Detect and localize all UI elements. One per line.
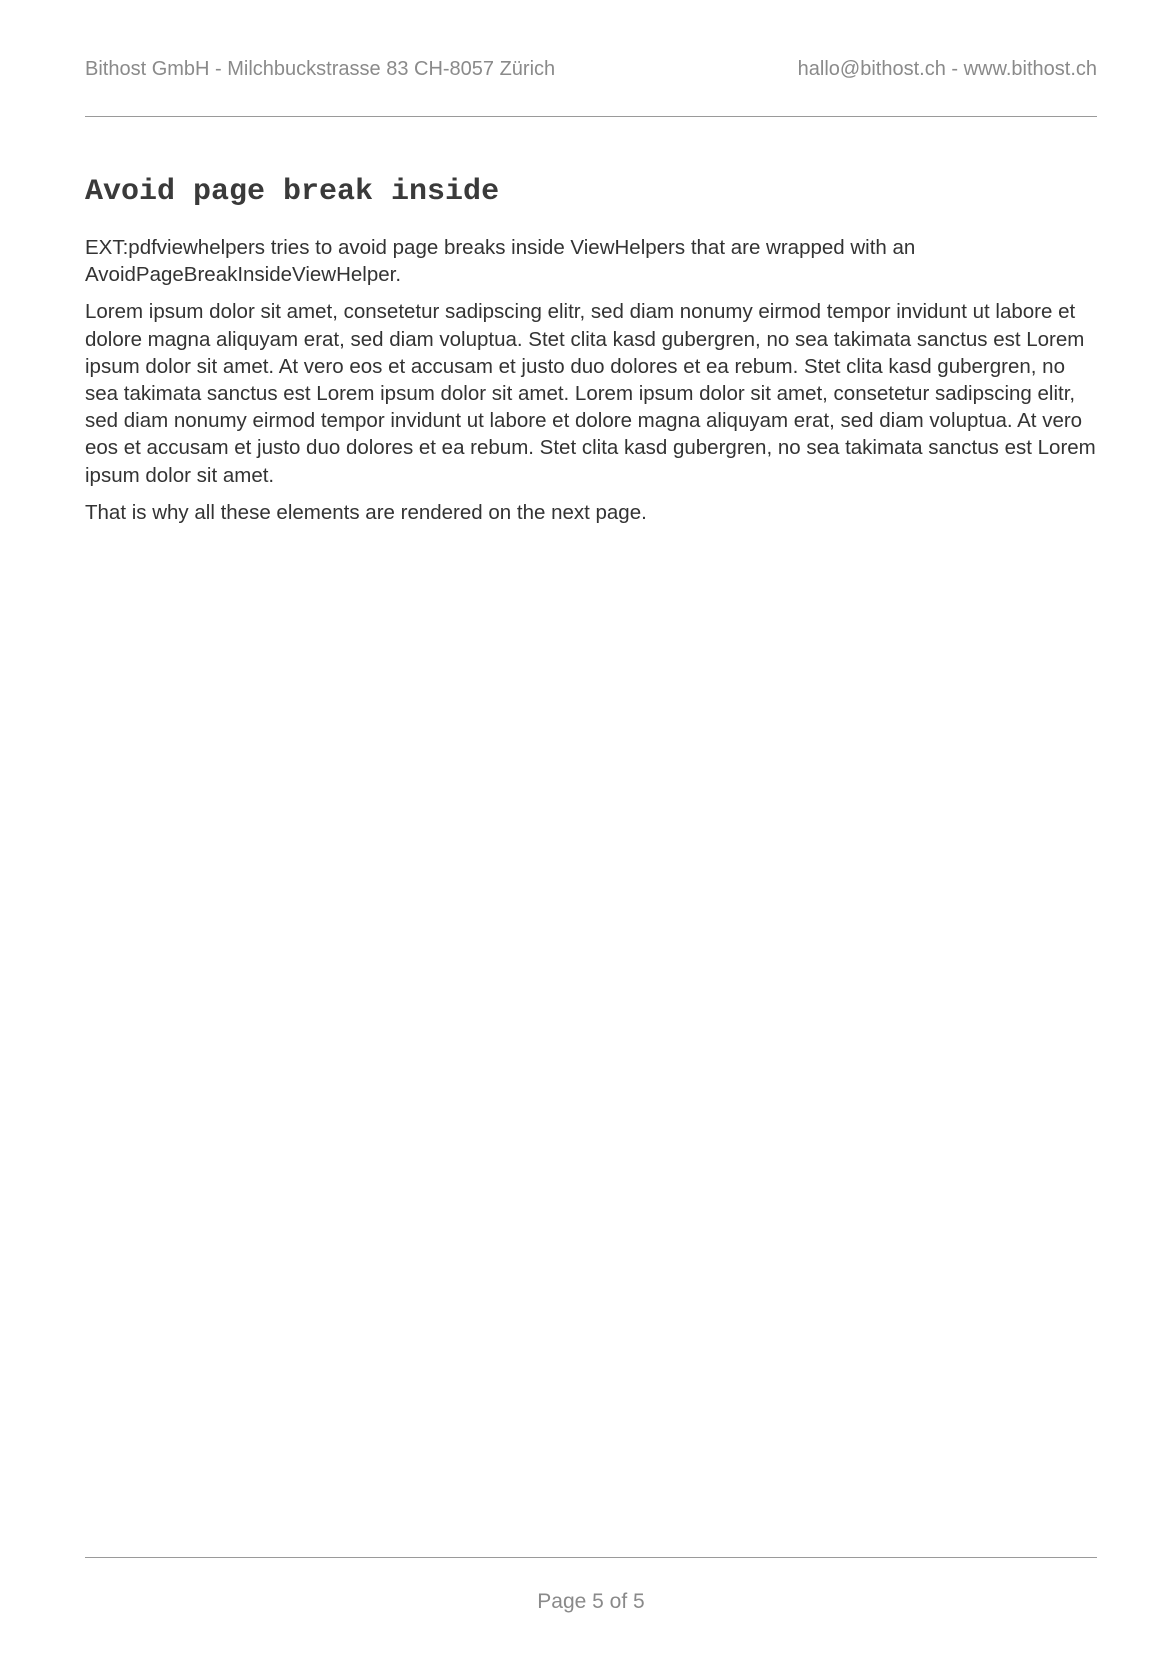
- section-heading: Avoid page break inside: [85, 175, 500, 209]
- header-divider: [85, 116, 1097, 117]
- company-address: Bithost GmbH - Milchbuckstrasse 83 CH-8057 Zürich: [85, 58, 556, 80]
- footer-divider: [85, 1557, 1097, 1558]
- lorem-paragraph: Lorem ipsum dolor sit amet, consetetur sadipscing elitr, sed diam nonumy eirmod tempor invidunt ut labore et dolore magna aliquyam erat, sed diam voluptua. Stet clita kasd gubergren, no sea takimata sanctus est Lorem ipsum dolor sit amet. At vero eos et accusam et justo duo dolores et ea rebum. Stet clita kasd gubergren, no sea takimata sanctus est Lorem ipsum dolor sit amet. Lorem ipsum dolor sit amet, consetetur sadipscing elitr, sed diam nonumy eirmod tempor invidunt ut labore et dolore magna aliquyam erat, sed diam voluptua. At vero eos et accusam et justo duo dolores et ea rebum. Stet clita kasd gubergren, no sea takimata sanctus est Lorem ipsum dolor sit amet.: [85, 300, 1096, 487]
- main-content: [85, 172, 1097, 536]
- page-number: Page 5 of 5: [537, 1590, 645, 1613]
- contact-info: hallo@bithost.ch - www.bithost.ch: [797, 58, 1097, 80]
- intro-paragraph: EXT:pdfviewhelpers tries to avoid page breaks inside ViewHelpers that are wrapped with an AvoidPageBreakInsideViewHelper.: [85, 236, 916, 287]
- page-header: [85, 58, 1097, 84]
- closing-paragraph: That is why all these elements are rendered on the next page.: [85, 500, 647, 524]
